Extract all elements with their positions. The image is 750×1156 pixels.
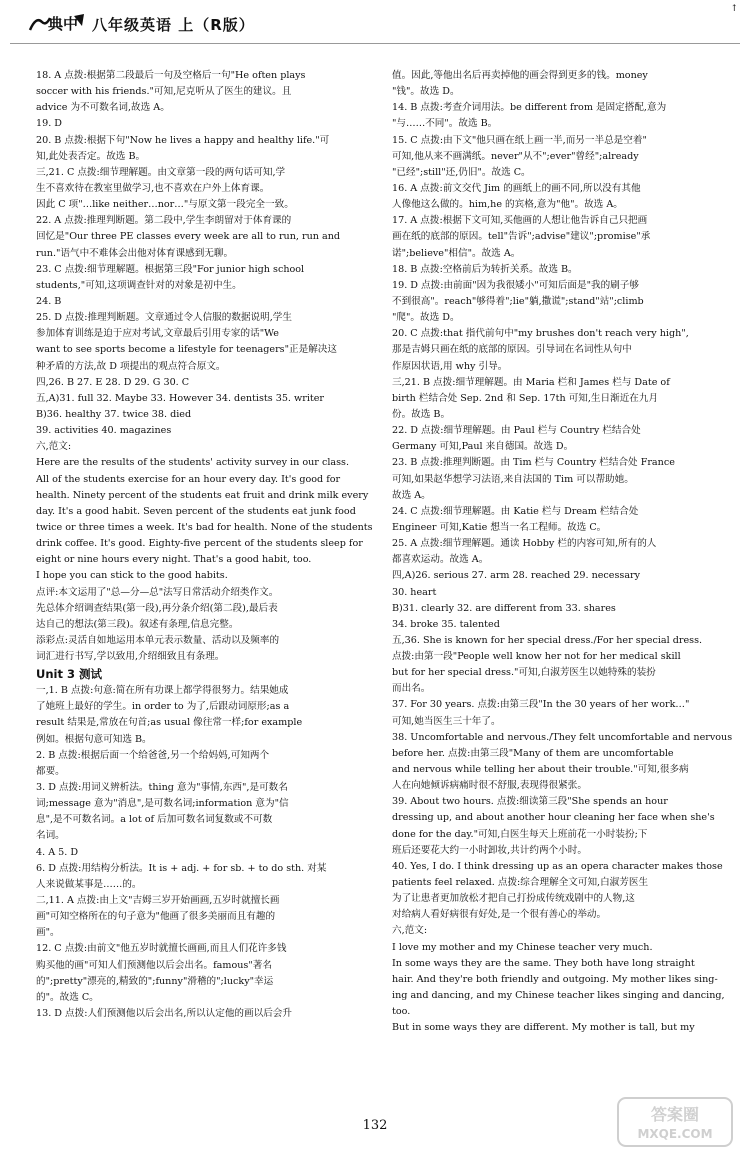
text-line: advice 为不可数名词,故选 A。 (36, 102, 170, 114)
text-line: 18. A 点拨:根据第二段最后一句及空格后一句"He often plays (36, 70, 306, 81)
text-line: 30. heart (392, 586, 437, 598)
text-line: health. Ninety percent of the students eat fruit and drink milk every (36, 489, 369, 501)
text-line: 24. B (36, 295, 62, 307)
text-line: 人在向她倾诉病痛时很不舒服,表现得很紧张。 (392, 780, 587, 792)
text-line: 三,21. C 点拨:细节理解题。由文章第一段的两句话可知,学 (36, 166, 286, 178)
text-line: 作原因状语,用 why 引导。 (392, 360, 508, 372)
svg-text:答案圈: 答案圈 (650, 1105, 700, 1124)
text-line: drink coffee. It's good. Eighty-five percent of the students sleep for (36, 538, 363, 550)
text-line: 购买他的画"可知人们预测他以后会出名。famous"著名 (36, 959, 272, 971)
text-line: 画"可知空格所在的句子意为"他画了很多美丽而且有趣的 (36, 911, 276, 923)
text-line: 故选 A。 (392, 489, 431, 501)
text-line: 都喜欢运动。故选 A。 (392, 554, 489, 566)
text-line: 画"。 (36, 927, 60, 939)
text-line: 那是吉姆只画在纸的底部的原因。引导词在名词性从句中 (392, 344, 632, 356)
text-line: 14. B 点拨:考查介词用法。be different from 是固定搭配,意为 (392, 102, 667, 114)
text-line: dressing up, and about another hour cleaning her face when she's (392, 812, 715, 824)
book-logo (28, 12, 86, 34)
text-line: 三,21. B 点拨:细节理解题。由 Maria 栏和 James 栏与 Date of (392, 376, 670, 388)
text-line: 38. Uncomfortable and nervous./They felt uncomfortable and nervous (392, 731, 733, 743)
text-line: 为了让患者更加放松才把自己打扮成传统戏剧中的人物,这 (392, 893, 635, 905)
text-line: 的"。故选 C。 (36, 991, 99, 1003)
text-line: day. It's a good habit. Seven percent of the students eat junk food (36, 505, 356, 517)
watermark (616, 1096, 734, 1148)
text-line: 点评:本文运用了"总—分—总"法写日常活动介绍类作文。 (36, 586, 279, 598)
text-line: 23. B 点拨:推理判断题。由 Tim 栏与 Country 栏结合处 France (392, 457, 675, 469)
text-line: 不到很高"。reach"够得着";lie"躺,撒谎";stand"站";climb (392, 295, 644, 307)
text-line: 诺";believe"相信"。故选 A。 (392, 247, 521, 259)
text-line: All of the students exercise for an hour every day. It's good for (36, 473, 341, 485)
text-line: 值。因此,等他出名后再卖掉他的画会得到更多的钱。money (392, 70, 648, 81)
text-line: 16. A 点拨:前文交代 Jim 的画纸上的画不同,所以没有其他 (392, 182, 641, 194)
text-line: I hope you can stick to the good habits. (36, 570, 228, 582)
text-line: 参加体育训练是迫于应对考试,文章最后引用专家的话"We (36, 328, 279, 340)
text-line: 19. D 点拨:由前面"因为我很矮小"可知后面是"我的刷子够 (392, 279, 639, 291)
text-line: 22. A 点拨:推理判断题。第二段中,学生李朗留对于体育课的 (36, 215, 292, 227)
text-line: 四,A)26. serious 27. arm 28. reached 29. necessary (392, 570, 641, 582)
text-line: Germany 可知,Paul 来自德国。故选 D。 (392, 441, 574, 453)
text-line: 知,此处表否定。故选 B。 (36, 150, 146, 162)
text-line: before her. 点拨:由第三段"Many of them are uncomfortable (392, 747, 674, 759)
text-line: result 结果是,常放在句首;as usual 像往常一样;for example (36, 717, 303, 729)
text-line: 人来说做某事是……的。 (36, 878, 142, 890)
text-line: 五,A)31. full 32. Maybe 33. However 34. dentists 35. writer (36, 392, 325, 404)
text-line: 五,36. She is known for her special dress./For her special dress. (392, 634, 703, 646)
text-line: 17. A 点拨:根据下文可知,买他画的人想让他告诉自己只把画 (392, 215, 648, 227)
text-line: 六,范文: (36, 441, 72, 453)
text-line: ing and dancing, and my Chinese teacher likes singing and dancing, (392, 990, 725, 1002)
text-line: 4. A 5. D (36, 846, 79, 858)
text-line: "爬"。故选 D。 (392, 312, 460, 324)
text-line: 回忆是"Our three PE classes every week are all to run, run and (36, 231, 341, 243)
text-line: 息",是不可数名词。a lot of 后加可数名词复数或不可数 (36, 814, 273, 826)
text-line: students,"可知,这项调查针对的对象是初中生。 (36, 279, 242, 291)
text-line: too. (392, 1006, 411, 1018)
text-line: run."语气中不难体会出他对体育课感到无聊。 (36, 247, 234, 259)
text-line: 可知,如果赵华想学习法语,来自法国的 Tim 可以帮助她。 (392, 473, 634, 485)
text-line: soccer with his friends."可知,尼克听从了医生的建议。且 (36, 86, 292, 98)
text-line: 班后还要花大约一小时卸妆,共计约两个小时。 (392, 844, 587, 856)
text-line: 画在纸的底部的原因。tell"告诉";advise"建议";promise"承 (392, 231, 651, 243)
right-column (392, 68, 734, 1036)
text-line: Here are the results of the students' activity survey in our class. (36, 457, 350, 469)
text-line: 20. B 点拨:根据下句"Now he lives a happy and healthy life."可 (36, 134, 330, 146)
text-line: 23. C 点拨:细节理解题。根据第三段"For junior high school (36, 263, 305, 275)
text-line: 25. A 点拨:细节理解题。通读 Hobby 栏的内容可知,所有的人 (392, 538, 657, 550)
text-line: 37. For 30 years. 点拨:由第三段"In the 30 years of her work…" (392, 699, 690, 711)
left-column (36, 68, 378, 1022)
text-line: 词;message 意为"消息",是可数名词;information 意为"信 (36, 798, 289, 810)
text-line: 22. D 点拨:细节理解题。由 Paul 栏与 Country 栏结合处 (392, 425, 641, 437)
text-line: 24. C 点拨:细节理解题。由 Katie 栏与 Dream 栏结合处 (392, 505, 639, 517)
text-line: 6. D 点拨:用结构分析法。It is + adj. + for sb. + to do sth. 对某 (36, 862, 327, 874)
text-line: 39. activities 40. magazines (36, 425, 172, 437)
text-line: twice or three times a week. It's bad for health. None of the students (36, 521, 373, 533)
text-line: 生不喜欢待在教室里做学习,也不喜欢在户外上体育课。 (36, 182, 270, 194)
book-logo-mark (28, 12, 86, 34)
text-line: 可知,她当医生三十年了。 (392, 715, 501, 727)
text-line: 40. Yes, I do. I think dressing up as an opera character makes those (392, 860, 723, 872)
text-line: 的";pretty"漂亮的,精致的";funny"滑稽的";lucky"幸运 (36, 975, 274, 987)
text-line: 可知,他从来不画满纸。never"从不";ever"曾经";already (392, 150, 639, 162)
text-line: 12. C 点拨:由前文"他五岁时就擅长画画,而且人们花许多钱 (36, 943, 287, 955)
text-line: done for the day."可知,白医生每天上班前花一小时装扮;下 (392, 828, 648, 840)
text-line: eight or nine hours every night. That's a good habit, too. (36, 554, 312, 566)
text-line: 3. D 点拨:用词义辨析法。thing 意为"事情,东西",是可数名 (36, 782, 288, 794)
text-line: 都要。 (36, 765, 65, 777)
text-line: 例如。根据句意可知选 B。 (36, 733, 152, 745)
corner-mark: ↑ (730, 4, 738, 14)
text-line: 而出名。 (392, 683, 431, 695)
text-line: and nervous while telling her about their trouble."可知,很多病 (392, 764, 689, 776)
text-line: birth 栏结合处 Sep. 2nd 和 Sep. 17th 可知,生日渐近在九月 (392, 392, 659, 404)
text-line: 先总体介绍调查结果(第一段),再分条介绍(第二段),最后表 (36, 602, 278, 614)
text-line: 种矛盾的方法,故 D 项提出的观点符合原文。 (36, 360, 226, 372)
text-line: 19. D (36, 118, 62, 130)
text-line: Engineer 可知,Katie 想当一名工程师。故选 C。 (392, 521, 607, 533)
svg-text:MXQE.COM: MXQE.COM (637, 1127, 713, 1141)
text-line: 四,26. B 27. E 28. D 29. G 30. C (36, 376, 190, 388)
text-line: 了她班上最好的学生。in order to 为了,后跟动词原形;as a (36, 701, 290, 713)
text-line: 39. About two hours. 点拨:细读第三段"She spends an hour (392, 796, 668, 808)
text-line: 名词。 (36, 830, 65, 842)
text-line: 20. C 点拨:that 指代前句中"my brushes don't reach very high", (392, 328, 689, 340)
text-line: 六,范文: (392, 925, 428, 937)
text-line: 18. B 点拨:空格前后为转折关系。故选 B。 (392, 263, 578, 275)
text-line: I love my mother and my Chinese teacher very much. (392, 941, 653, 953)
text-line: 15. C 点拨:由下文"他只画在纸上画一半,而另一半总是空着" (392, 134, 647, 146)
text-line: 2. B 点拨:根据后面一个给爸爸,另一个给妈妈,可知两个 (36, 749, 270, 761)
text-line: 因此 C 项"…like neither…nor…"与原文第一段完全一致。 (36, 199, 294, 211)
text-line: but for her special dress."可知,白淑芳医生以她特殊的装扮 (392, 667, 656, 679)
text-line: 添彩点:灵活自如地运用本单元表示数量、活动以及频率的 (36, 634, 280, 646)
page-number: 132 (362, 1118, 388, 1133)
text-line: 人像他这么做的。him,he 的宾格,意为"他"。故选 A。 (392, 199, 623, 211)
text-line: 达自己的想法(第三段)。叙述有条理,信息完整。 (36, 618, 239, 630)
book-title: 八年级英语 上（R版） (92, 16, 255, 34)
text-line: Unit 3 测试 (36, 667, 102, 682)
text-line: "与……不同"。故选 B。 (392, 118, 498, 130)
text-line: "钱"。故选 D。 (392, 86, 460, 98)
text-line: 词汇进行书写,学以致用,介绍细致且有条理。 (36, 651, 225, 663)
text-line: 点拨:由第一段"People well know her not for her medical skill (392, 651, 681, 663)
svg-text:典中: 典中 (48, 15, 79, 33)
text-line: want to see sports become a lifestyle for teenagers"正是解决这 (36, 344, 337, 356)
text-line: 34. broke 35. talented (392, 618, 500, 630)
page-header (10, 4, 740, 44)
text-line: 25. D 点拨:推理判断题。文章通过令人信服的数据说明,学生 (36, 312, 292, 324)
watermark-logo (616, 1096, 734, 1148)
text-line: patients feel relaxed. 点拨:综合理解全文可知,白淑芳医生 (392, 877, 649, 889)
text-line: 份。故选 B。 (392, 408, 451, 420)
text-line: In some ways they are the same. They both have long straight (392, 957, 695, 969)
text-line: 二,11. A 点拨:由上文"吉姆三岁开始画画,五岁时就擅长画 (36, 895, 280, 907)
text-line: hair. And they're both friendly and outgoing. My mother likes sing- (392, 973, 718, 985)
text-line: B)36. healthy 37. twice 38. died (36, 408, 192, 420)
text-line: "已经";still"还,仍旧"。故选 C。 (392, 166, 531, 178)
text-line: 13. D 点拨:人们预测他以后会出名,所以认定他的画以后会升 (36, 1008, 292, 1020)
text-line: 一,1. B 点拨:句意:简在所有功课上都学得很努力。结果她成 (36, 685, 289, 697)
text-line: But in some ways they are different. My mother is tall, but my (392, 1022, 695, 1034)
text-line: B)31. clearly 32. are different from 33. shares (392, 602, 616, 614)
text-line: 对给病人看好病很有好处,是一个很有善心的举动。 (392, 909, 607, 921)
